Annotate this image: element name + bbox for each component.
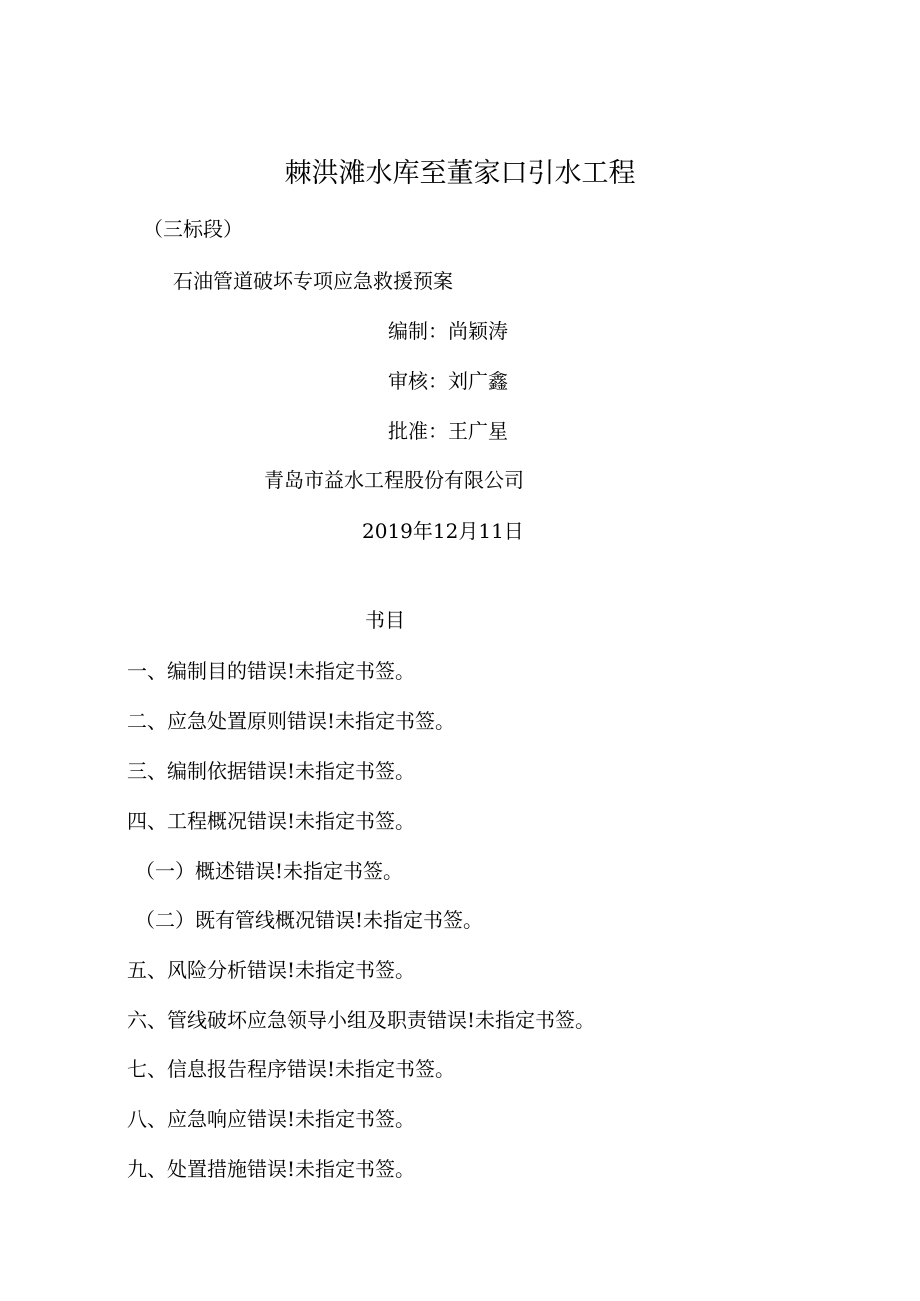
toc-item[interactable]: 七、信息报告程序错误!未指定书签。 (127, 1057, 456, 1081)
project-title: 棘洪滩水库至董家口引水工程 (284, 158, 636, 189)
company-name: 青岛市益水工程股份有限公司 (264, 468, 524, 492)
document-date: 2019年12月11日 (362, 519, 524, 543)
toc-item[interactable]: （一）概述错误!未指定书签。 (135, 859, 404, 883)
section-label: （三标段） (143, 217, 243, 241)
toc-item[interactable]: 三、编制依据错误!未指定书签。 (127, 759, 416, 783)
compiled-by: 编制：尚颖涛 (388, 319, 508, 343)
toc-item[interactable]: 一、编制目的错误!未指定书签。 (127, 659, 416, 683)
toc-item[interactable]: 五、风险分析错误!未指定书签。 (127, 958, 416, 982)
plan-name: 石油管道破坏专项应急救援预案 (173, 269, 453, 293)
approved-by: 批准：王广星 (388, 419, 508, 443)
reviewed-by: 审核：刘广鑫 (388, 369, 508, 393)
toc-item[interactable]: 九、处置措施错误!未指定书签。 (127, 1157, 416, 1181)
toc-heading: 书目 (365, 608, 405, 632)
toc-item[interactable]: 二、应急处置原则错误!未指定书签。 (127, 709, 456, 733)
toc-item[interactable]: 四、工程概况错误!未指定书签。 (127, 809, 416, 833)
toc-item[interactable]: 八、应急响应错误!未指定书签。 (127, 1107, 416, 1131)
toc-item[interactable]: 六、管线破坏应急领导小组及职责错误!未指定书签。 (127, 1008, 596, 1032)
toc-item[interactable]: （二）既有管线概况错误!未指定书签。 (135, 908, 484, 932)
